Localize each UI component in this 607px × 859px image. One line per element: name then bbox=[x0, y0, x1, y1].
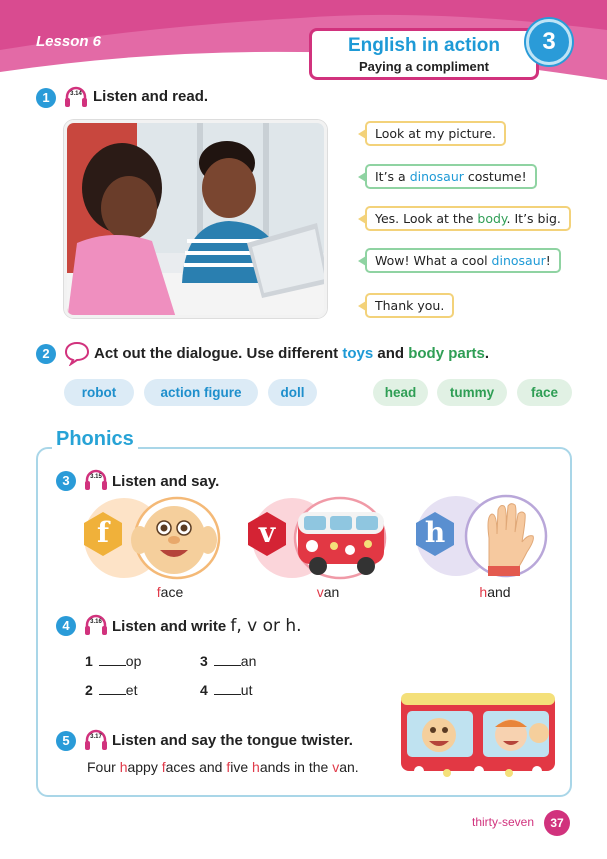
letter-f-badge: f bbox=[84, 512, 122, 556]
title-box bbox=[309, 28, 539, 80]
letter-v-badge: v bbox=[248, 512, 286, 556]
toy-word-doll: doll bbox=[268, 379, 317, 406]
page-subtitle: Paying a compliment bbox=[358, 59, 490, 74]
track-number: 3.16 bbox=[90, 619, 102, 625]
exercise-4-instruction: Listen and write f, v or h. bbox=[112, 616, 302, 636]
headphones-icon[interactable] bbox=[83, 467, 109, 493]
track-number: 3.15 bbox=[90, 474, 102, 480]
dialogue-line-3: Yes. Look at the body. It’s big. bbox=[365, 206, 571, 231]
headphones-icon[interactable] bbox=[83, 612, 109, 638]
write-item-1[interactable]: 1 op bbox=[85, 653, 142, 669]
word-van: van bbox=[316, 584, 340, 600]
unit-badge: 3 bbox=[526, 19, 572, 65]
exercise-5-instruction: Listen and say the tongue twister. bbox=[112, 732, 353, 749]
write-item-4[interactable]: 4 ut bbox=[200, 682, 253, 698]
exercise-2-instruction: Act out the dialogue. Use different toys and body parts. bbox=[94, 345, 490, 362]
dialogue-line-4: Wow! What a cool dinosaur! bbox=[365, 248, 561, 273]
body-word-face: face bbox=[517, 379, 572, 406]
exercise-4-number: 4 bbox=[56, 616, 76, 636]
phonics-title: Phonics bbox=[52, 428, 138, 451]
track-number: 3.14 bbox=[70, 91, 82, 97]
dialogue-line-1: Look at my picture. bbox=[365, 121, 506, 146]
page-number-badge: 37 bbox=[544, 810, 570, 836]
children-photo bbox=[64, 120, 327, 318]
exercise-3-instruction: Listen and say. bbox=[112, 473, 220, 490]
body-word-head: head bbox=[373, 379, 428, 406]
van-faces-illustration bbox=[399, 693, 557, 777]
page-number-words: thirty-seven bbox=[472, 815, 535, 829]
letter-h-badge: h bbox=[416, 512, 454, 556]
tongue-twister: Four happy faces and five hands in the van. bbox=[87, 759, 359, 775]
write-item-3[interactable]: 3 an bbox=[200, 653, 257, 669]
toy-word-robot: robot bbox=[64, 379, 134, 406]
body-word-tummy: tummy bbox=[437, 379, 507, 406]
speech-bubble-icon bbox=[64, 340, 90, 366]
exercise-5-number: 5 bbox=[56, 731, 76, 751]
page-title: English in action bbox=[347, 35, 500, 56]
lesson-label: Lesson 6 bbox=[36, 33, 102, 50]
headphones-icon[interactable] bbox=[83, 727, 109, 753]
word-face: face bbox=[156, 584, 184, 600]
dialogue-line-2: It’s a dinosaur costume! bbox=[365, 164, 537, 189]
word-hand: hand bbox=[479, 584, 511, 600]
dialogue-line-5: Thank you. bbox=[365, 293, 454, 318]
headphones-icon[interactable] bbox=[63, 84, 89, 110]
write-item-2[interactable]: 2 et bbox=[85, 682, 138, 698]
exercise-3-number: 3 bbox=[56, 471, 76, 491]
exercise-1-instruction: Listen and read. bbox=[93, 88, 209, 105]
track-number: 3.17 bbox=[90, 734, 102, 740]
exercise-1-number: 1 bbox=[36, 88, 56, 108]
toy-word-action-figure: action figure bbox=[144, 379, 258, 406]
exercise-2-number: 2 bbox=[36, 344, 56, 364]
